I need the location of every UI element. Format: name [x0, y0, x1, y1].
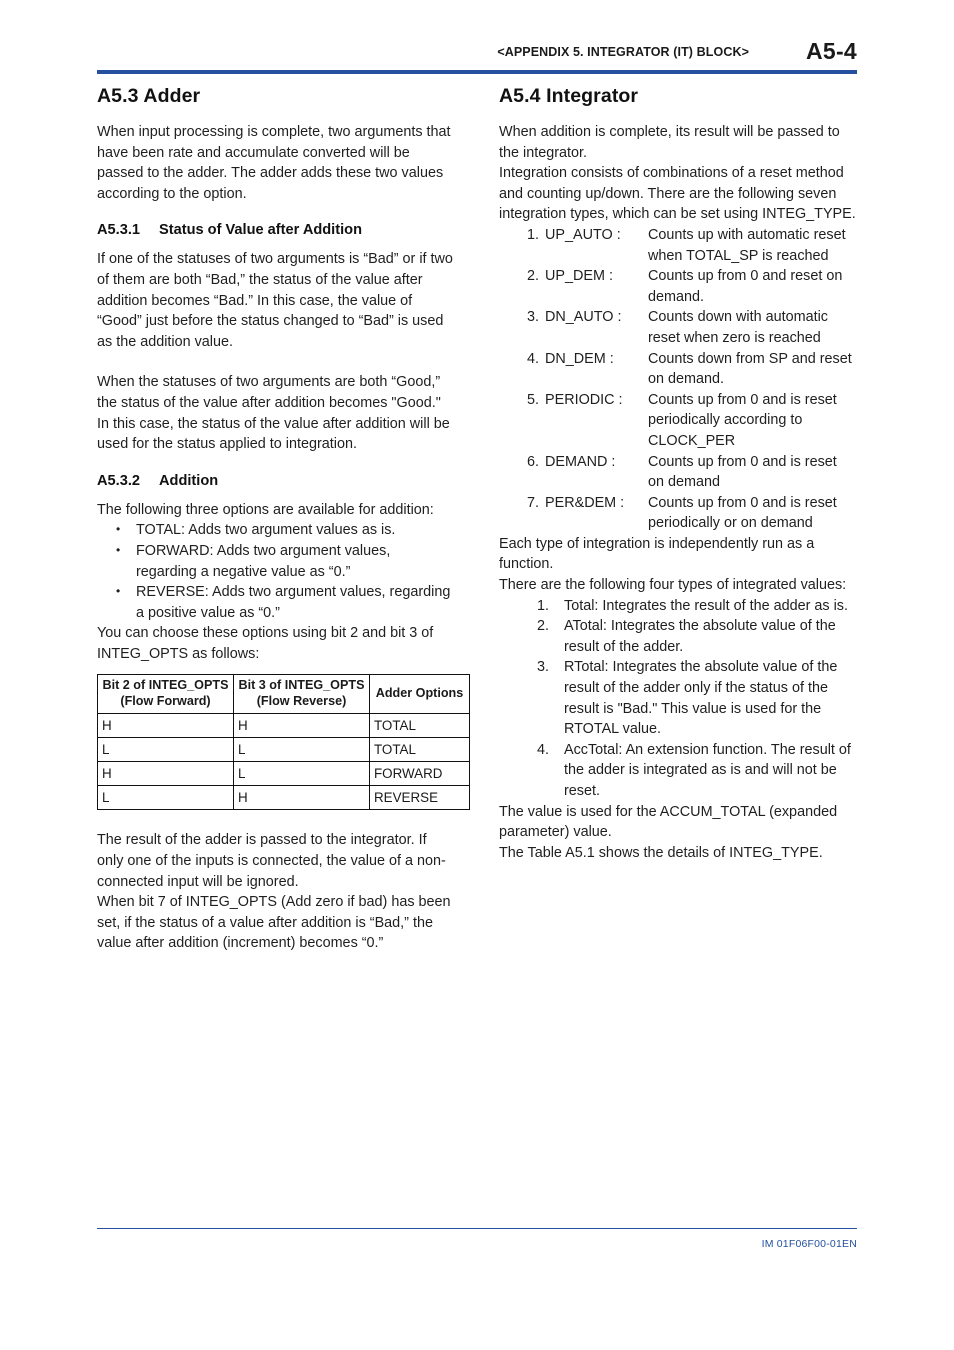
table-header-bit2-line1: Bit 2 of INTEG_OPTS [102, 678, 229, 693]
table-header-bit2-line2: (Flow Forward) [120, 693, 211, 708]
table-cell-adder-option: FORWARD [370, 762, 470, 786]
list-item-text: AccTotal: An extension function. The result of the adder is integrated as is and will not be reset. [564, 741, 851, 799]
table-cell-bit2: L [98, 786, 234, 810]
list-item-term: DEMAND : [545, 453, 616, 470]
list-item-index: 3. [526, 309, 539, 326]
list-item-index: 5. [526, 391, 539, 408]
list-item-description: Counts down from SP and reset on demand. [648, 350, 852, 388]
list-item-index: 2. [526, 268, 539, 285]
list-item [499, 740, 856, 802]
subsection-number-a531: A5.3.1 [97, 222, 140, 239]
table-cell-adder-option: REVERSE [370, 786, 470, 810]
list-item [499, 596, 856, 617]
integrated-values-list [499, 596, 856, 802]
list-item [499, 266, 856, 307]
section-heading-a54: A5.4 Integrator [499, 85, 639, 107]
list-item [499, 657, 856, 739]
list-item-description: Counts up from 0 and is reset periodically or on demand [648, 494, 837, 532]
subsection-heading-a532 [97, 473, 454, 489]
header-appendix-title: <APPENDIX 5. INTEGRATOR (IT) BLOCK> [497, 45, 749, 59]
list-item [499, 452, 856, 493]
table-cell-adder-option: TOTAL [370, 714, 470, 738]
a54-closing-paragraph-1: The value is used for the ACCUM_TOTAL (expanded parameter) value. [499, 803, 838, 841]
table-row [98, 762, 470, 786]
integration-types-list [499, 225, 856, 534]
list-item-text: ATotal: Integrates the absolute value of the result of the adder. [564, 618, 836, 655]
list-item-text: Total: Integrates the result of the adder as is. [564, 597, 848, 614]
list-item-index: 4. [526, 350, 539, 367]
a54-paragraph-2: Integration consists of combinations of a reset method and counting up/down. There are the following seven integration types, which can be set using INTEG_TYPE. [499, 165, 856, 223]
integ-opts-table [97, 674, 470, 810]
a54-closing-paragraph-2: The Table A5.1 shows the details of INTEG_TYPE. [499, 844, 823, 861]
table-cell-bit2: L [98, 738, 234, 762]
footer-divider-rule [97, 1228, 857, 1229]
a532-closing-paragraph-1: The result of the adder is passed to the integrator. If only one of the inputs is connected, the value of a non-connected input will be ignored. [97, 832, 446, 890]
list-item-index: 6. [526, 453, 539, 470]
table-cell-bit3: L [234, 762, 370, 786]
addition-options-list [97, 520, 454, 623]
list-item-index: 1. [536, 597, 549, 614]
a531-paragraph-1: If one of the statuses of two arguments is “Bad” or if two of them are both “Bad,” the status of the value after addition becomes “Bad.” In this case, the value of “Good” just before the status changed to “Bad” is used as the addition value. [97, 251, 453, 350]
a53-intro-paragraph: When input processing is complete, two arguments that have been rate and accumulate converted will be passed to the adder. The adder adds these two values according to the option. [97, 124, 451, 202]
list-item-index: 3. [536, 659, 549, 676]
table-row [98, 714, 470, 738]
a54-after-types-paragraph-1: Each type of integration is independently run as a function. [499, 535, 815, 573]
list-item-text: RTotal: Integrates the absolute value of the result of the adder only if the status of the result is "Bad." This value is used for the RTOTAL value. [564, 659, 838, 738]
list-item-index: 7. [526, 494, 539, 511]
page-number: A5-4 [805, 38, 857, 64]
a531-paragraph-2: When the statuses of two arguments are both “Good,” the status of the value after addition becomes "Good." In this case, the status of the value after addition will be used for the status applied to integration. [97, 374, 450, 453]
table-header-bit3 [234, 675, 370, 714]
table-cell-bit3: L [234, 738, 370, 762]
table-header-adder-options [370, 675, 470, 714]
subsection-title-a532: Addition [159, 472, 219, 489]
list-item-description: Counts up from 0 and reset on demand. [648, 268, 843, 305]
list-item-index: 1. [526, 226, 539, 243]
a54-after-types-paragraph-2: There are the following four types of integrated values: [499, 577, 847, 594]
list-item-term: PERIODIC : [545, 391, 623, 408]
list-item [499, 307, 856, 348]
a532-intro-paragraph: The following three options are available for addition: [97, 501, 434, 518]
list-item-term: DN_AUTO : [545, 309, 622, 326]
table-header-bit2 [98, 675, 234, 714]
table-header-row [98, 675, 470, 714]
subsection-title-a531: Status of Value after Addition [159, 222, 362, 239]
table-row [98, 786, 470, 810]
list-item-description: Counts up from 0 and is reset on demand [648, 453, 837, 491]
table-header-adder-options-line1: Adder Options [375, 686, 464, 701]
subsection-number-a532: A5.3.2 [97, 472, 140, 489]
list-item-description: Counts down with automatic reset when zero is reached [648, 309, 828, 346]
section-heading-a53: A5.3 Adder [97, 85, 201, 107]
list-item-term: DN_DEM : [545, 350, 614, 367]
list-item-index: 2. [536, 618, 549, 635]
list-item [499, 349, 856, 390]
list-item: • REVERSE: Adds two argument values, regarding a positive value as “0.” [97, 582, 454, 623]
table-cell-bit3: H [234, 714, 370, 738]
list-item [499, 493, 856, 534]
list-item-index: 4. [536, 741, 549, 758]
a532-closing-paragraph-2: When bit 7 of INTEG_OPTS (Add zero if bad) has been set, if the status of a value after addition is “Bad,” the value after addition (increment) becomes “0.” [97, 894, 451, 952]
header-divider-rule [97, 70, 857, 74]
left-column [97, 85, 464, 954]
list-item: • TOTAL: Adds two argument values as is. [97, 520, 454, 541]
list-item-description: Counts up from 0 and is reset periodically according to CLOCK_PER [648, 391, 837, 449]
table-header-bit3-line1: Bit 3 of INTEG_OPTS [238, 678, 365, 693]
table-cell-bit2: H [98, 714, 234, 738]
footer-document-code: IM 01F06F00-01EN [761, 1238, 857, 1250]
a532-after-bullets-paragraph: You can choose these options using bit 2 and bit 3 of INTEG_OPTS as follows: [97, 625, 434, 662]
list-item [499, 390, 856, 452]
table-cell-bit2: H [98, 762, 234, 786]
table-header-bit3-line2: (Flow Reverse) [256, 693, 347, 708]
list-item [499, 225, 856, 266]
right-column [499, 85, 856, 863]
list-item-term: PER&DEM : [545, 494, 625, 511]
list-item-term: UP_AUTO : [545, 226, 621, 243]
table-cell-adder-option: TOTAL [370, 738, 470, 762]
list-item-description: Counts up with automatic reset when TOTAL_SP is reached [648, 226, 846, 264]
subsection-heading-a531 [97, 222, 454, 238]
table-row [98, 738, 470, 762]
a54-paragraph-1: When addition is complete, its result will be passed to the integrator. [499, 124, 840, 161]
page-header [97, 38, 857, 72]
list-item [499, 616, 856, 657]
table-cell-bit3: H [234, 786, 370, 810]
list-item-term: UP_DEM : [545, 268, 613, 285]
list-item: • FORWARD: Adds two argument values, regarding a negative value as “0.” [97, 541, 454, 582]
